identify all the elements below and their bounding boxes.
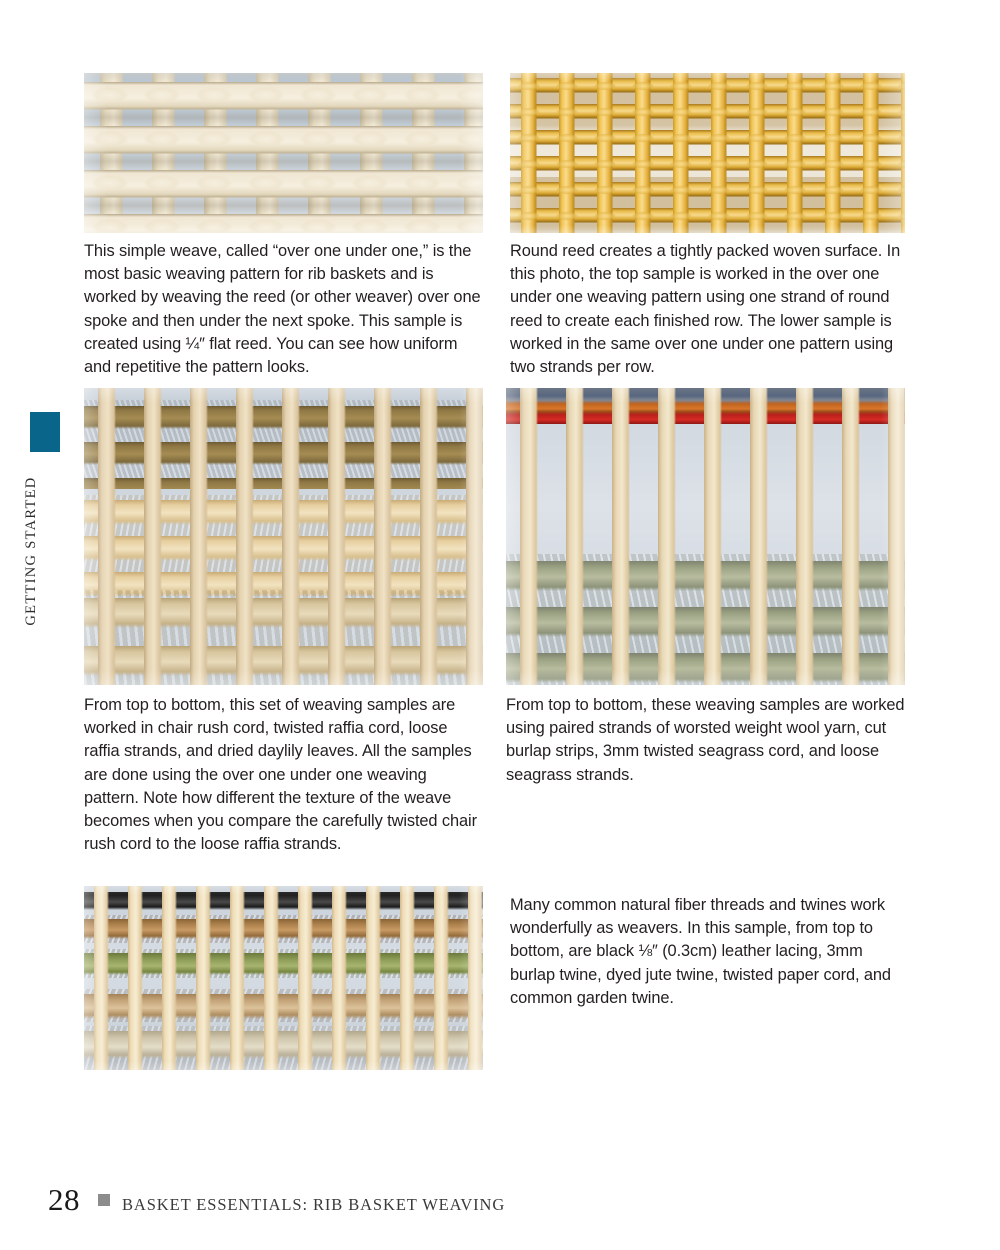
page-footer: [48, 1182, 505, 1218]
square-marker-icon: [98, 1194, 110, 1206]
figure-flat-reed-weave: [84, 73, 483, 233]
figure-thread-twine-weave: [84, 886, 483, 1070]
photo-vignette: [84, 73, 483, 233]
caption-wool-burlap-seagrass-weave: From top to bottom, these weaving samples are worked using paired strands of worsted weight wool yarn, cut burlap strips, 3mm twisted seagrass cord, and loose seagrass strands.: [506, 696, 905, 784]
photo-vignette: [84, 886, 483, 1070]
photo-vignette: [506, 388, 905, 685]
caption-rush-raffia-daylily-weave: From top to bottom, this set of weaving samples are worked in chair rush cord, twisted raffia cord, loose raffia strands, and dried daylily leaves. All the samples are done using the over one under one weaving pattern. Note how different the texture of the weave becomes when you compare the carefully twisted chair rush cord to the loose raffia strands.: [84, 696, 477, 854]
section-tab-label: GETTING STARTED: [23, 476, 39, 626]
caption-thread-twine-weave: Many common natural fiber threads and twines work wonderfully as weavers. In this sample, from top to bottom, are black ⅛″ (0.3cm) leather lacing, 3mm burlap twine, dyed jute twine, twisted paper cord, and common garden twine.: [510, 896, 891, 1007]
caption-flat-reed-weave: This simple weave, called “over one under one,” is the most basic weaving pattern for rib baskets and is worked by weaving the reed (or other weaver) over one spoke and then under the next spoke. This sample is created using ¼″ flat reed. You can see how uniform and repetitive the pattern looks.: [84, 242, 481, 377]
figure-rush-raffia-daylily-weave: [84, 388, 483, 685]
figure-wool-burlap-seagrass-weave: [506, 388, 905, 685]
photo-vignette: [84, 388, 483, 685]
photo-vignette: [510, 73, 905, 233]
figure-round-reed-weave: [510, 73, 905, 233]
section-tab-swatch: [30, 412, 60, 452]
book-title: BASKET ESSENTIALS: RIB BASKET WEAVING: [122, 1195, 506, 1214]
caption-round-reed-weave: Round reed creates a tightly packed woven surface. In this photo, the top sample is worked in the over one under one weaving pattern using one strand of round reed to create each finished row. The lower sample is worked in the same over one under one pattern using two strands per row.: [510, 242, 901, 377]
page-number: 28: [48, 1182, 80, 1217]
